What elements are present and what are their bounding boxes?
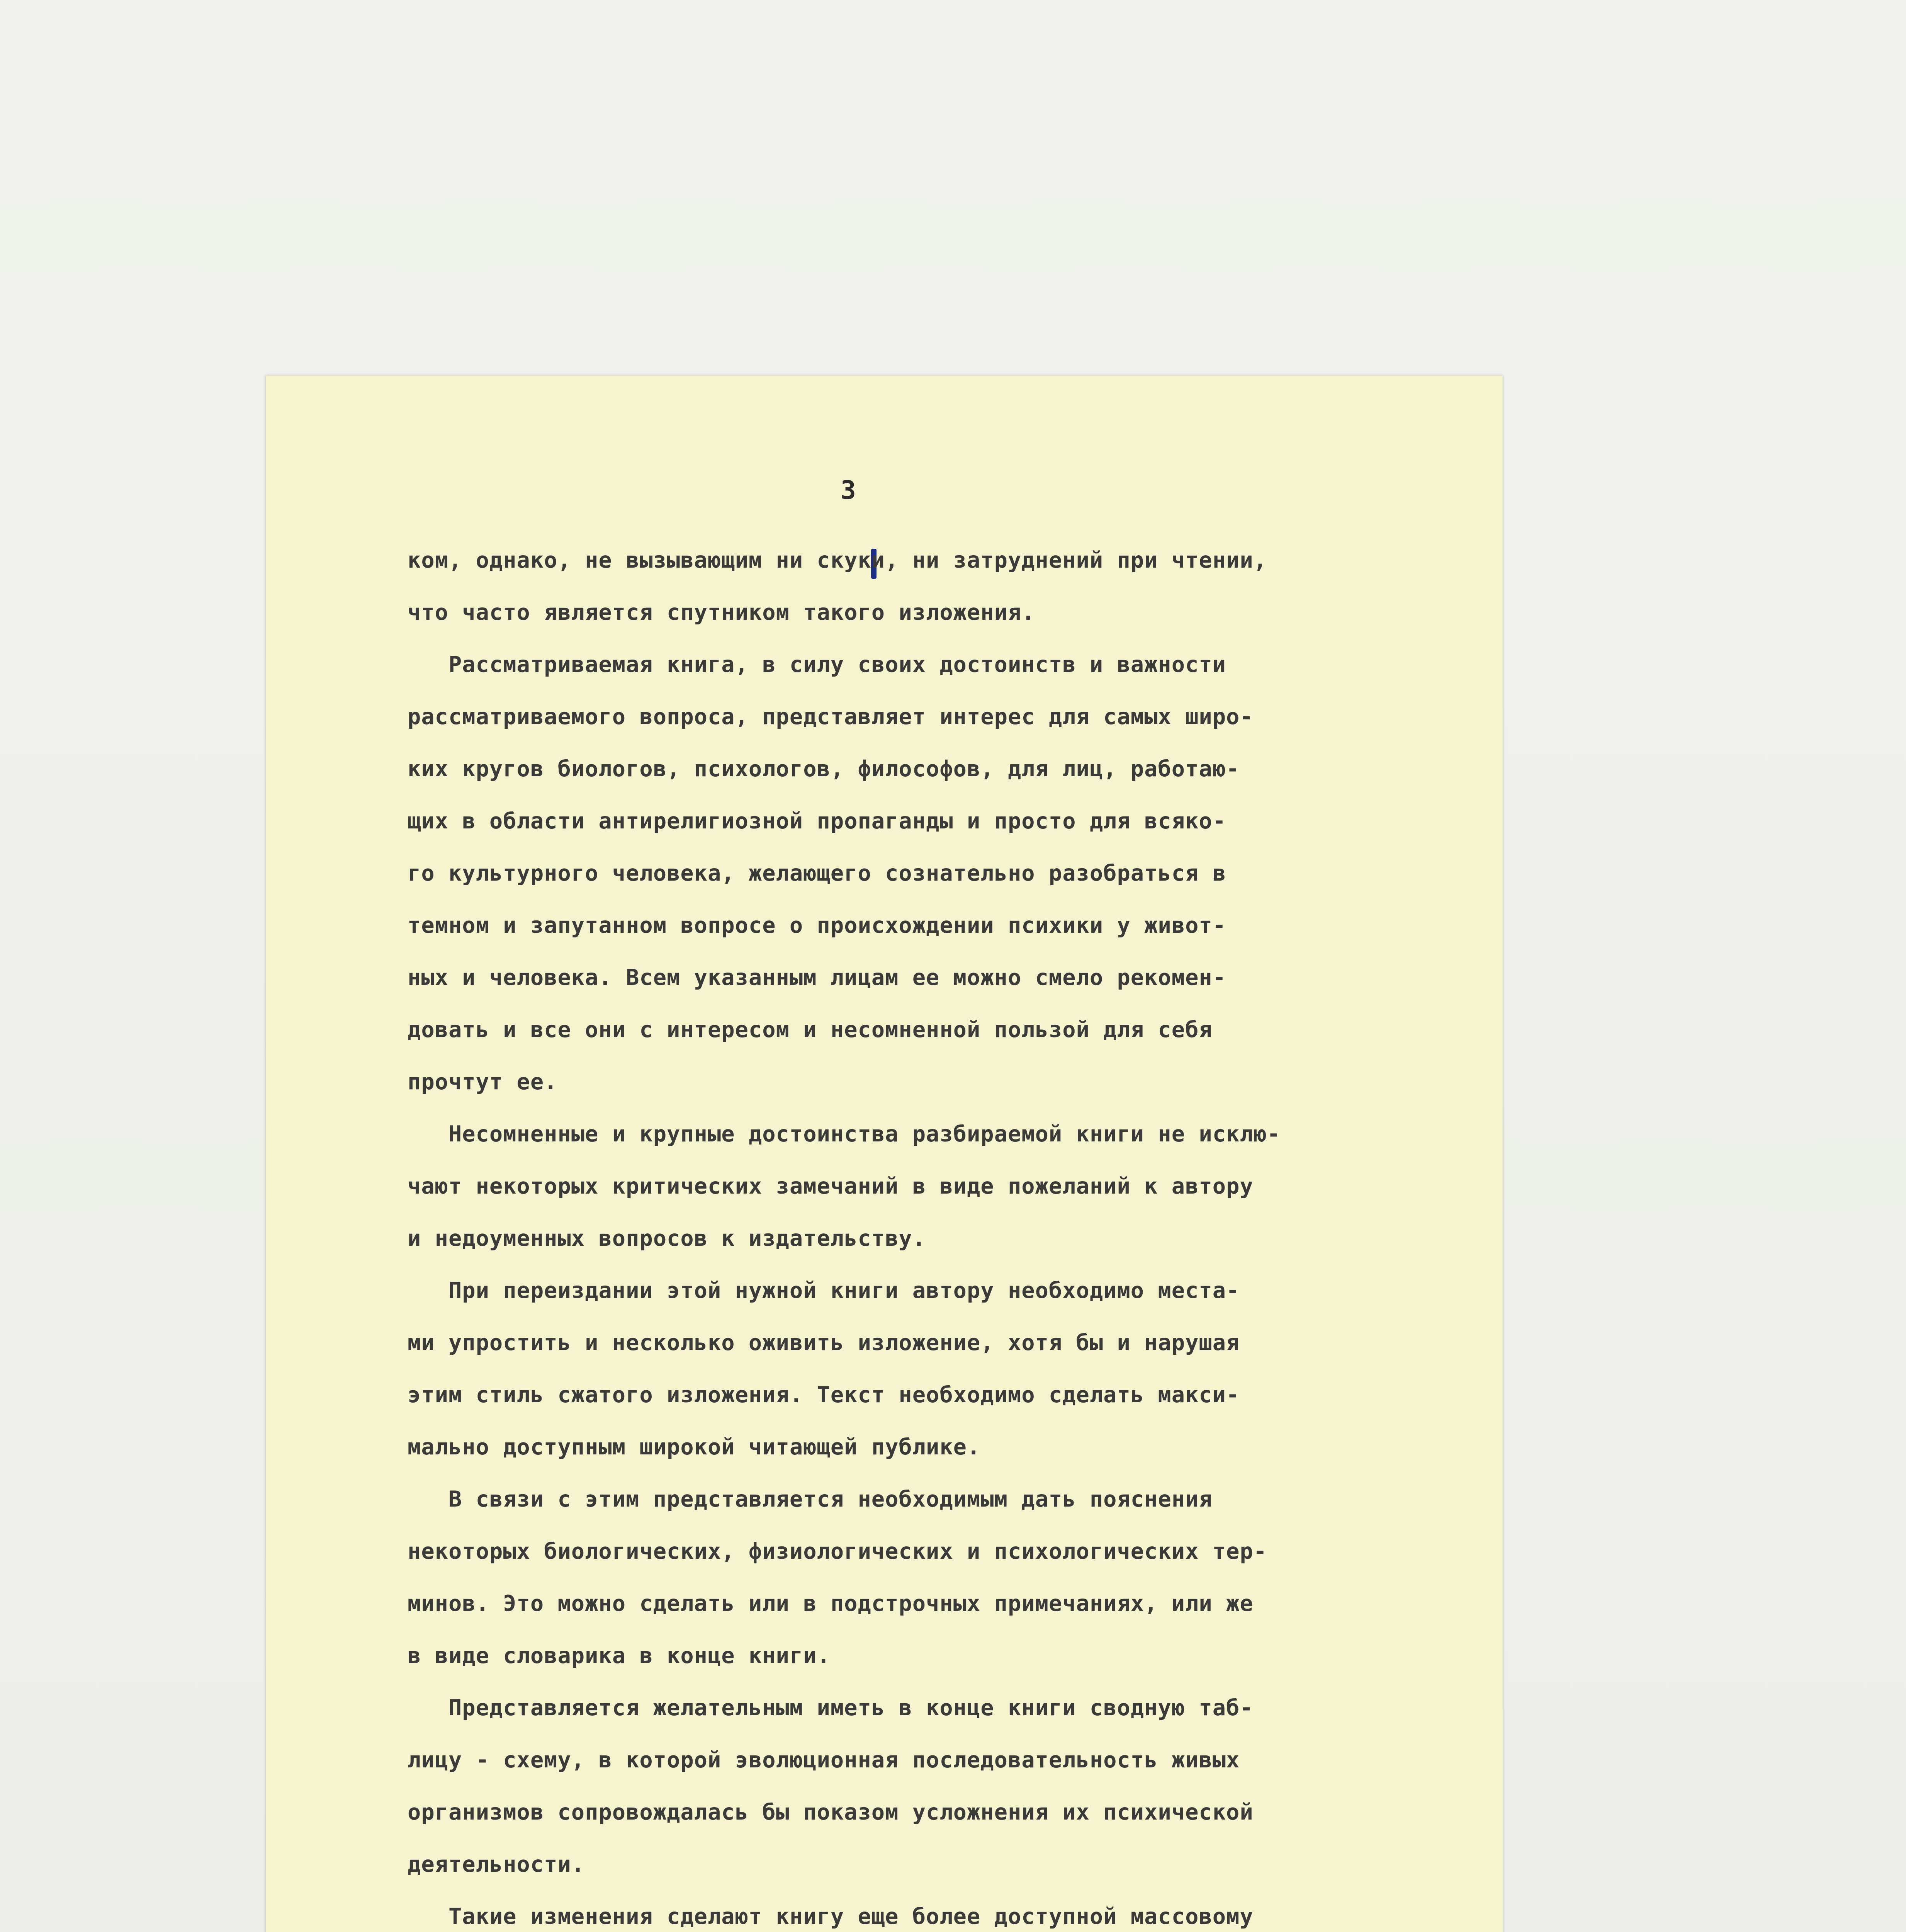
text-line: чают некоторых критических замечаний в виде пожеланий к автору bbox=[408, 1173, 1254, 1199]
text-line: Рассматриваемая книга, в силу своих достоинств и важности bbox=[408, 652, 1226, 677]
text-line: некоторых биологических, физиологических и психологических тер- bbox=[408, 1539, 1267, 1564]
text-line: Несомненные и крупные достоинства разбираемой книги не исклю- bbox=[408, 1121, 1281, 1147]
text-line: и недоуменных вопросов к издательству. bbox=[408, 1226, 926, 1251]
text-line: организмов сопровождалась бы показом усложнения их психической bbox=[408, 1799, 1254, 1825]
text-line: рассматриваемого вопроса, представляет интерес для самых широ- bbox=[408, 704, 1254, 730]
text-line: минов. Это можно сделать или в подстрочных примечаниях, или же bbox=[408, 1591, 1254, 1616]
text-line: Представляется желательным иметь в конце книги сводную таб- bbox=[408, 1695, 1254, 1721]
text-line: лицу - схему, в которой эволюционная последовательность живых bbox=[408, 1747, 1240, 1773]
text-line: При переиздании этой нужной книги автору необходимо места- bbox=[408, 1278, 1240, 1303]
text-line: ми упростить и несколько оживить изложение, хотя бы и нарушая bbox=[408, 1330, 1240, 1355]
text-line: довать и все они с интересом и несомненной пользой для себя bbox=[408, 1017, 1213, 1043]
page-number-text: 3 bbox=[841, 475, 856, 505]
text-line: этим стиль сжатого изложения. Текст необходимо сделать макси- bbox=[408, 1382, 1240, 1408]
text-line: ных и человека. Всем указанным лицам ее можно смело рекомен- bbox=[408, 965, 1226, 990]
text-line: в виде словарика в конце книги. bbox=[408, 1643, 831, 1668]
text-line: прочтут ее. bbox=[408, 1069, 558, 1095]
text-line: ком, однако, не вызывающим ни скуки, ни затруднений при чтении, bbox=[408, 548, 1267, 573]
text-line: В связи с этим представляется необходимым дать пояснения bbox=[408, 1486, 1213, 1512]
text-line: деятельности. bbox=[408, 1852, 585, 1877]
text-line: что часто является спутником такого изложения. bbox=[408, 600, 1035, 625]
text-line: ких кругов биологов, психологов, философов, для лиц, работаю- bbox=[408, 756, 1240, 782]
text-line: го культурного человека, желающего сознательно разобраться в bbox=[408, 861, 1226, 886]
text-line: темном и запутанном вопросе о происхождении психики у живот- bbox=[408, 913, 1226, 938]
text-line: Такие изменения сделают книгу еще более доступной массовому bbox=[408, 1904, 1254, 1929]
text-line: мально доступным широкой читающей публике. bbox=[408, 1434, 981, 1460]
typewritten-page bbox=[266, 376, 1503, 1932]
text-line: щих в области антирелигиозной пропаганды и просто для всяко- bbox=[408, 808, 1226, 834]
